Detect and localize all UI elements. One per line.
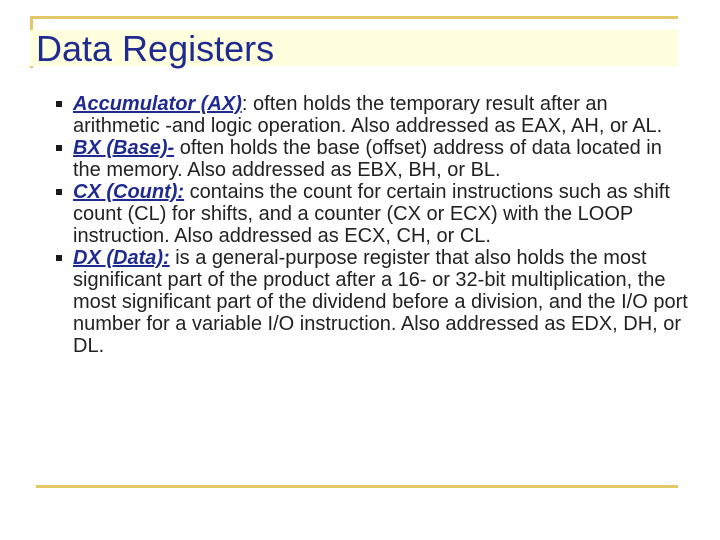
list-item-bx [52,137,702,181]
title-frame-top-rule [30,16,678,19]
list-item-text [73,137,689,181]
square-bullet-icon [56,145,62,151]
list-item-text [73,247,689,357]
register-term: Accumulator (AX) [73,93,242,115]
square-bullet-icon [56,101,62,107]
register-description: is a general-purpose register that also holds the most significant part of the product after a 16- or 32-bit multiplication, the most significant part of the dividend before a division, and the I/O port number for a variable I/O instruction. Also addressed as EDX, DH, or DL. [73,247,688,357]
list-item-ax [52,93,702,137]
list-item-dx [52,247,702,357]
slide-title: Data Registers [36,28,275,69]
register-description: often holds the base (offset) address of data located in the memory. Also addressed as EBX, BH, or BL. [73,137,662,181]
list-item-text [73,93,689,137]
register-term: BX (Base)- [73,137,175,159]
list-item-cx [52,181,702,247]
register-description: : often holds the temporary result after an arithmetic -and logic operation. Also addressed as EAX, AH, or AL. [73,93,663,137]
register-term: CX (Count): [73,181,185,203]
register-term: DX (Data): [73,247,170,269]
square-bullet-icon [56,255,62,261]
register-description: contains the count for certain instructions such as shift count (CL) for shifts, and a counter (CX or ECX) with the LOOP instruction. Also addressed as ECX, CH, or CL. [73,181,670,247]
bottom-accent-rule [36,485,678,488]
bullet-list [52,93,702,357]
list-item-text [73,181,689,247]
square-bullet-icon [56,189,62,195]
